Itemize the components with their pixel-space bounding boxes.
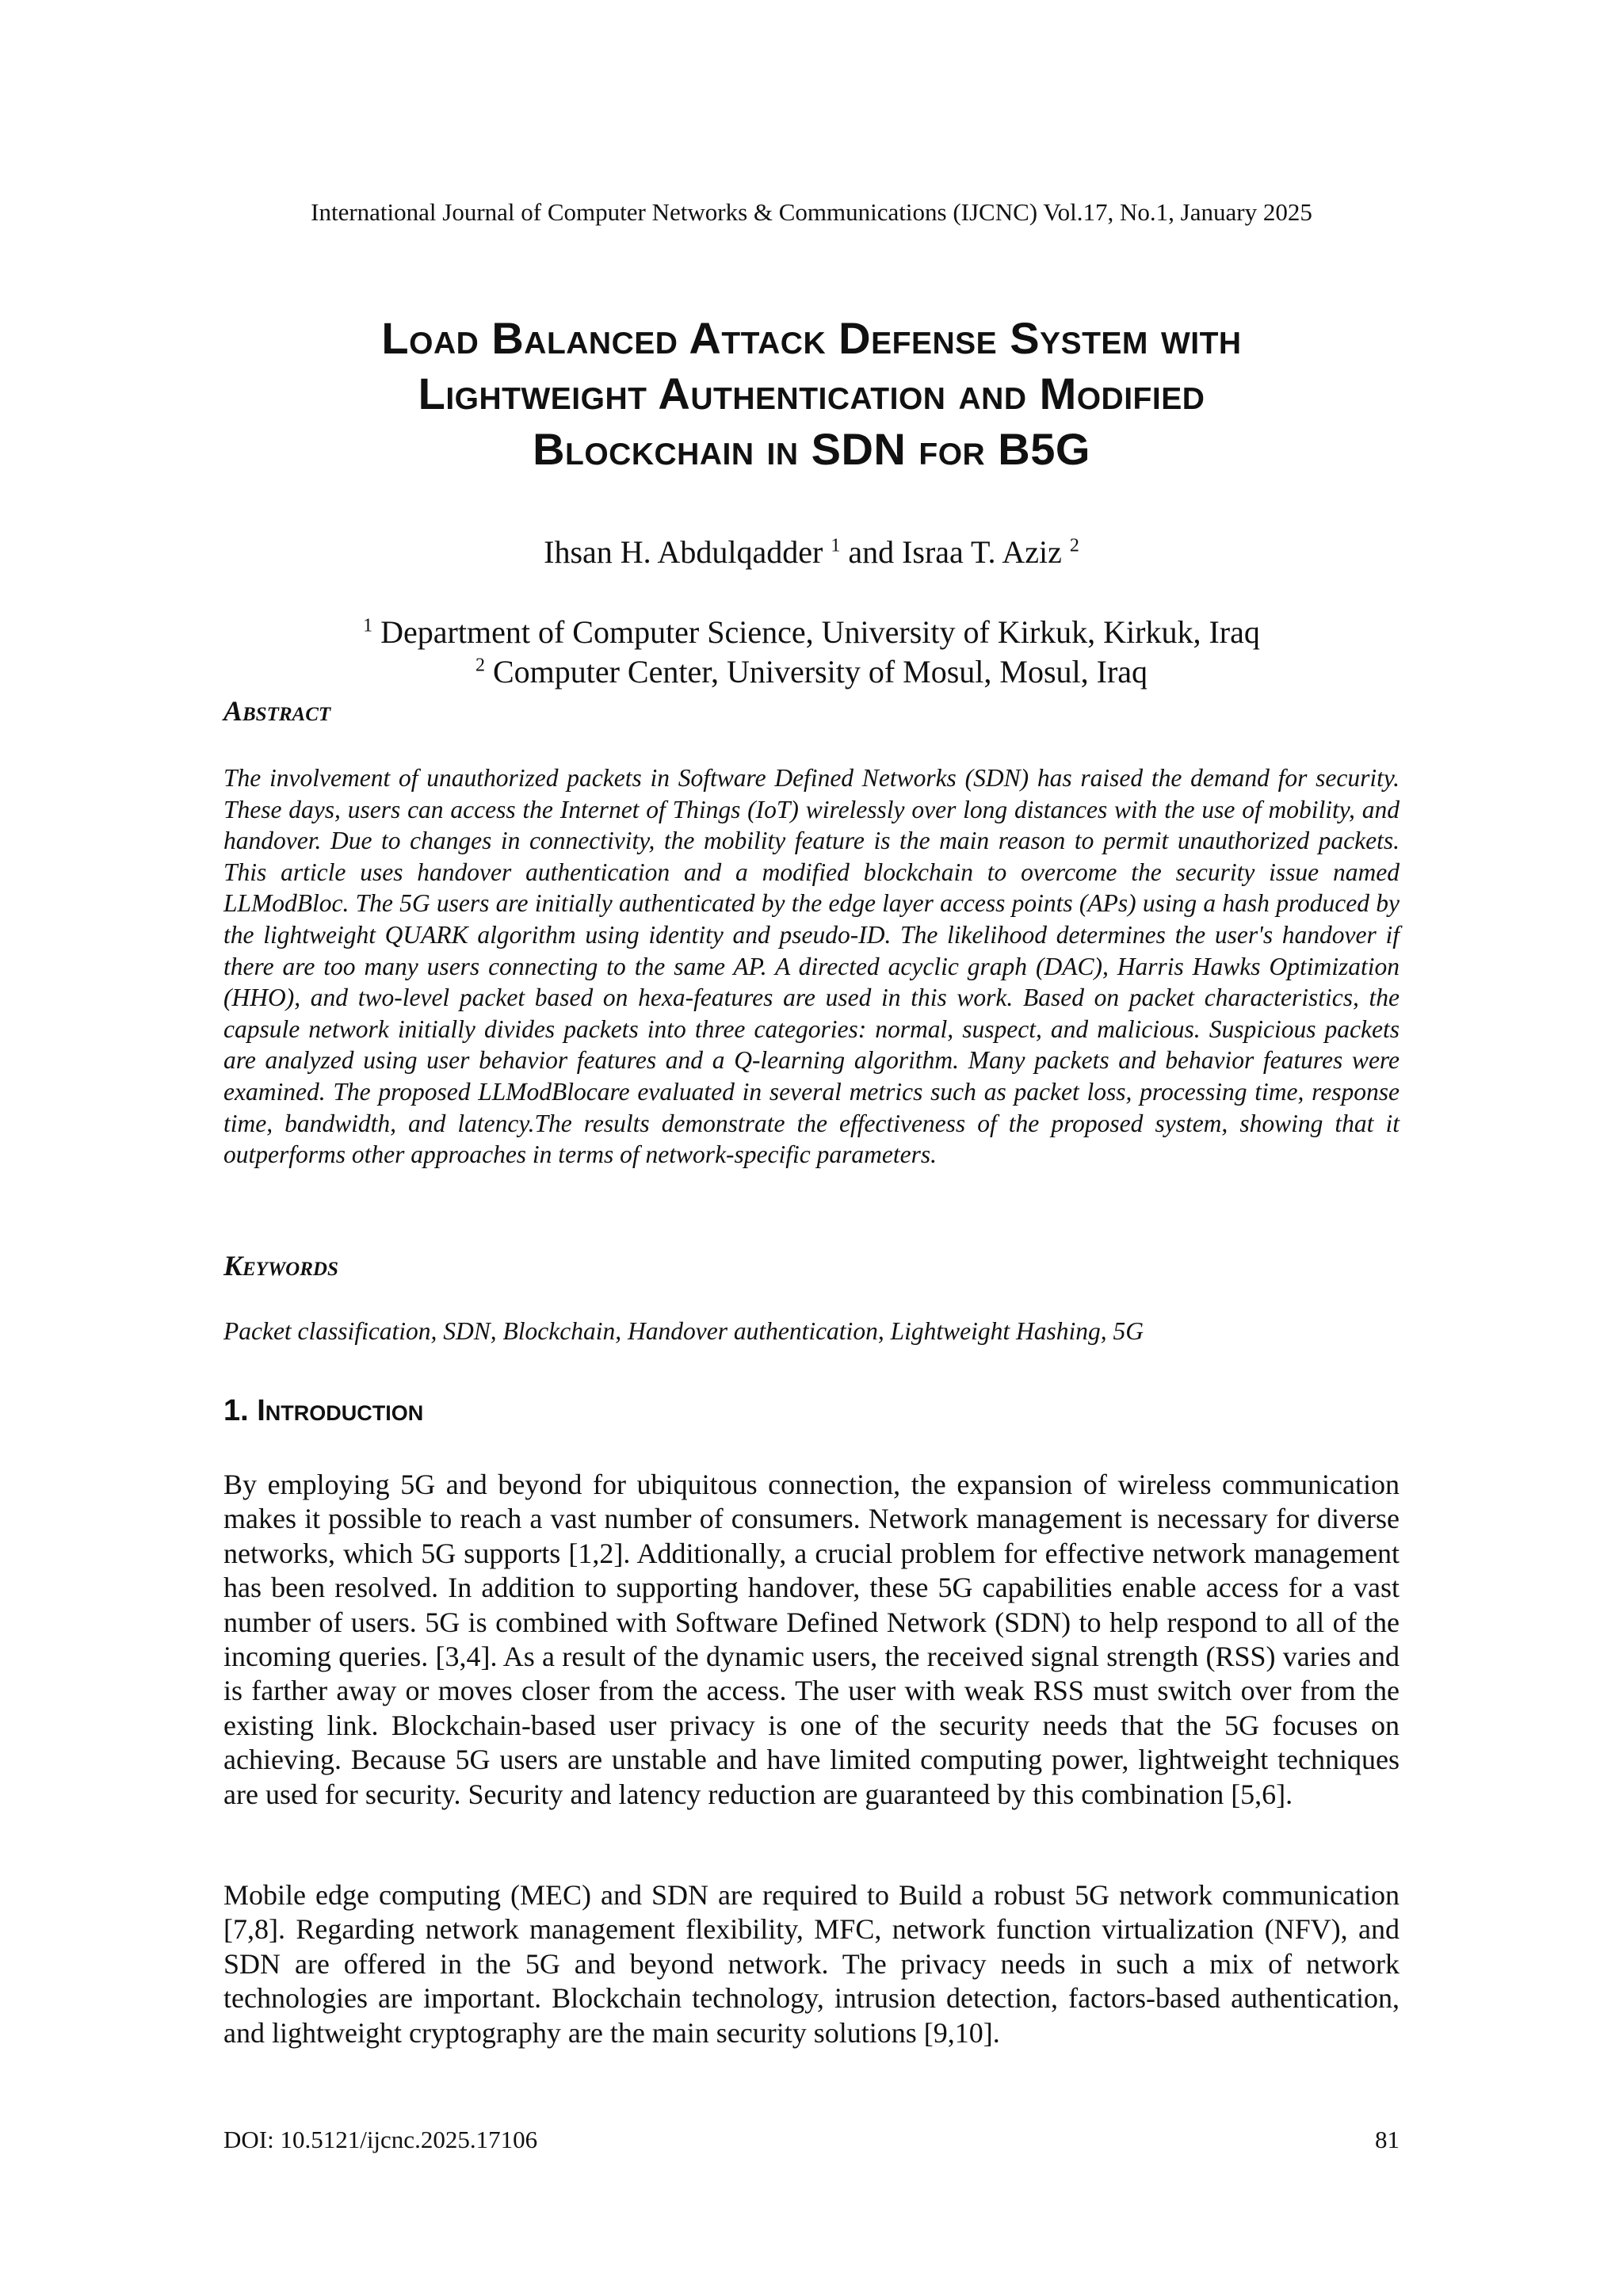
title-line: Lightweight Authentication and Modified [418, 369, 1205, 418]
page-number: 81 [1375, 2126, 1400, 2153]
introduction-heading: 1. Introduction [223, 1394, 424, 1427]
affiliation-text: Department of Computer Science, University of Kirkuk, Kirkuk, Iraq [372, 614, 1260, 650]
author-name: Ihsan H. Abdulqadder [544, 534, 831, 570]
abstract-text: The involvement of unauthorized packets in Software Defined Networks (SDN) has raised the demand for security. These days, users can access the Internet of Things (IoT) wirelessly over long distances with the use of mobility, and handover. Due to changes in connectivity, the mobility feature is the main reason to permit unauthorized packets. This article uses handover authentication and a modified blockchain to overcome the security issue named LLModBloc. The 5G users are initially authenticated by the edge layer access points (APs) using a hash produced by the lightweight QUARK algorithm using identity and pseudo-ID. The likelihood determines the user's handover if there are too many users connecting to the same AP. A directed acyclic graph (DAC), Harris Hawks Optimization (HHO), and two-level packet based on hexa-features are used in this work. Based on packet characteristics, the capsule network initially divides packets into three categories: normal, suspect, and malicious. Suspicious packets are analyzed using user behavior features and a Q-learning algorithm. Many packets and behavior features were examined. The proposed LLModBlocare evaluated in several metrics such as packet loss, processing time, response time, bandwidth, and latency.The results demonstrate the effectiveness of the proposed system, showing that it outperforms other approaches in terms of network-specific parameters. [223, 764, 1400, 1169]
abstract-heading: Abstract [223, 695, 331, 727]
author-name: and Israa T. Aziz [840, 534, 1070, 570]
affiliation-mark: 2 [475, 655, 485, 676]
journal-header: International Journal of Computer Networks & Communications (IJCNC) Vol.17, No.1, January 2025 [311, 198, 1312, 226]
body-paragraph: Mobile edge computing (MEC) and SDN are required to Build a robust 5G network communication [7,8]. Regarding network management flexibility, MFC, network function virtualization (NFV), and SDN are offered in the 5G and beyond network. The privacy needs in such a mix of network technologies are important. Blockchain technology, intrusion detection, factors-based authentication, and lightweight cryptography are the main security solutions [9,10]. [223, 1879, 1400, 2049]
affiliation-text: Computer Center, University of Mosul, Mosul, Iraq [484, 654, 1148, 690]
affiliation [0, 652, 1623, 692]
keywords-text: Packet classification, SDN, Blockchain, Handover authentication, Lightweight Hashing, 5G [223, 1317, 1144, 1345]
keywords-heading: Keywords [223, 1250, 338, 1282]
body-paragraph: By employing 5G and beyond for ubiquitous connection, the expansion of wireless communication makes it possible to reach a vast number of consumers. Network management is necessary for diverse networks, which 5G supports [1,2]. Additionally, a crucial problem for effective network management has been resolved. In addition to supporting handover, these 5G capabilities enable access for a vast number of users. 5G is combined with Software Defined Network (SDN) to help respond to all of the incoming queries. [3,4]. As a result of the dynamic users, the received signal strength (RSS) varies and is farther away or moves closer from the access. The user with weak RSS must switch over from the existing link. Blockchain-based user privacy is one of the security needs that the 5G focuses on achieving. Because 5G users are unstable and have limited computing power, lightweight techniques are used for security. Security and latency reduction are guaranteed by this combination [5,6]. [223, 1469, 1400, 1810]
paper-title [182, 311, 1441, 477]
affiliation-mark: 1 [831, 535, 841, 556]
title-line: Load Balanced Attack Defense System with [381, 313, 1242, 363]
title-line: Blockchain in SDN for B5G [533, 424, 1090, 474]
author-line [0, 533, 1623, 572]
affiliation-mark: 2 [1069, 535, 1079, 556]
affiliation-mark: 1 [363, 615, 373, 636]
doi-link[interactable]: DOI: 10.5121/ijcnc.2025.17106 [223, 2126, 538, 2153]
affiliation [0, 613, 1623, 652]
